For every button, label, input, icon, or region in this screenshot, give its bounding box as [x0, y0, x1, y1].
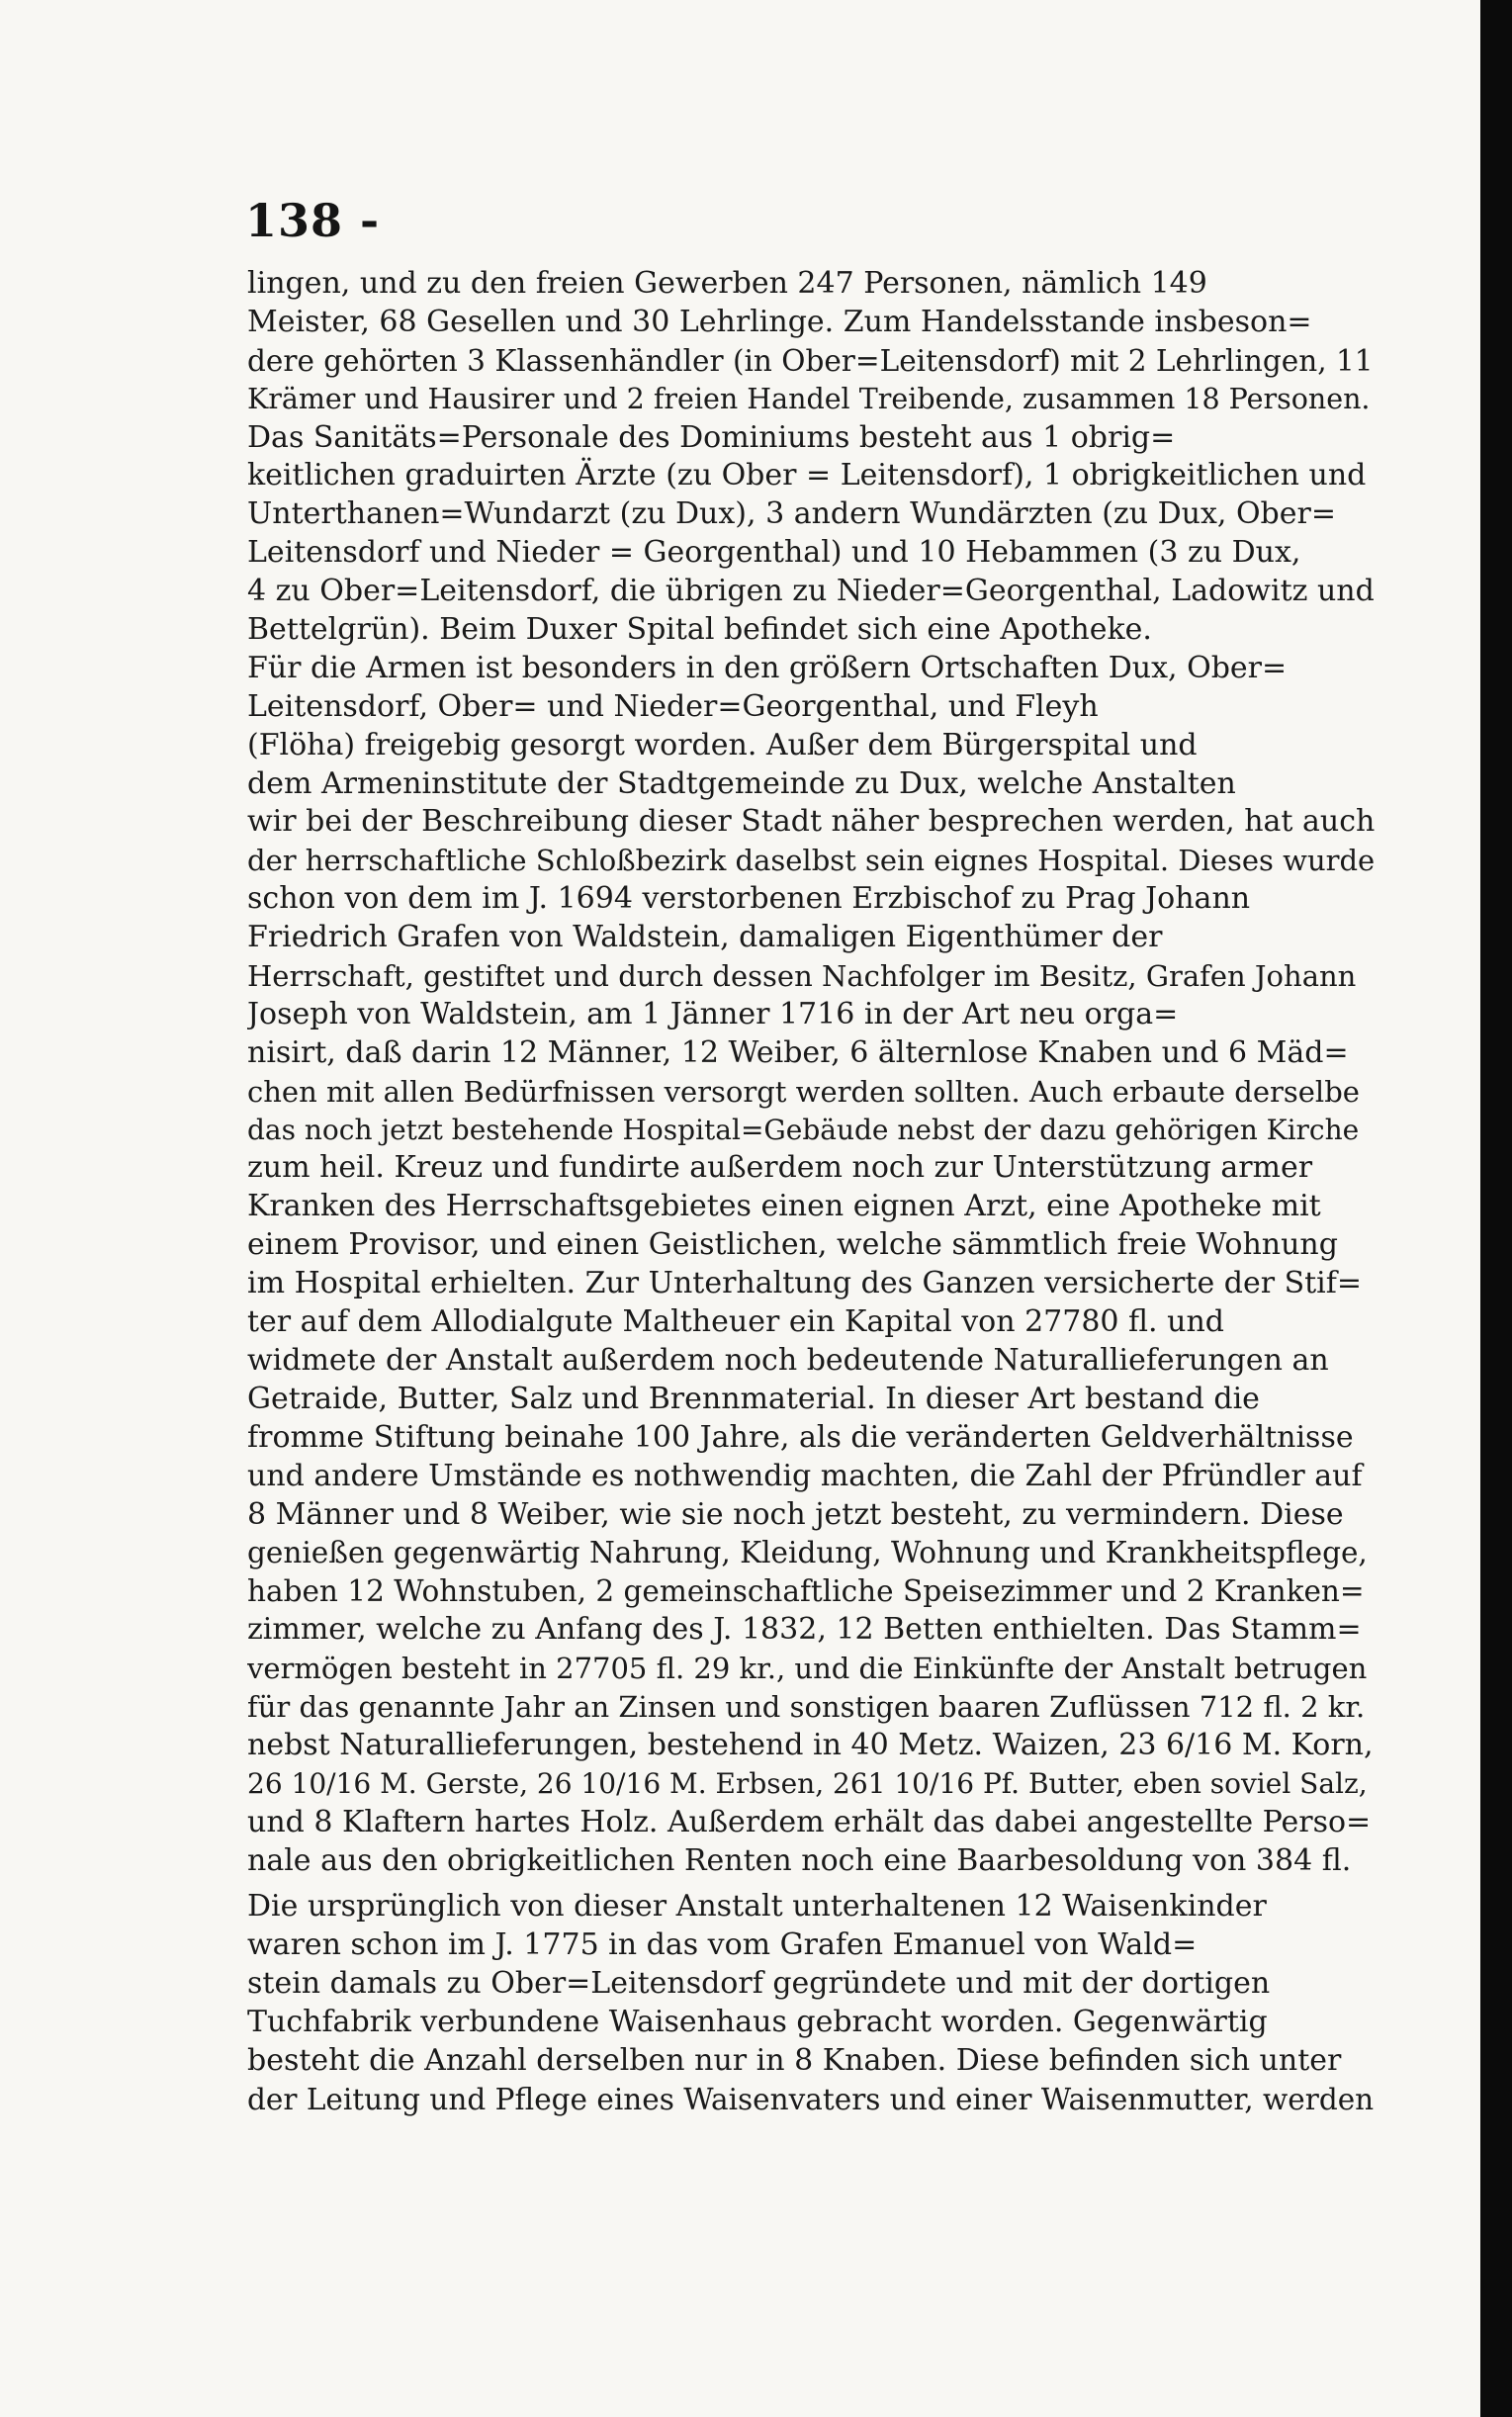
text-line: Unterthanen=Wundarzt (zu Dux), 3 andern Wundärzten (zu Dux, Ober= — [247, 496, 1336, 532]
text-line: Friedrich Grafen von Waldstein, damaligen Eigenthümer der — [247, 920, 1163, 955]
text-line: 4 zu Ober=Leitensdorf, die übrigen zu Nieder=Georgenthal, Ladowitz und — [247, 574, 1375, 609]
text-line: stein damals zu Ober=Leitensdorf gegründete und mit der dortigen — [247, 1966, 1271, 2002]
text-line: lingen, und zu den freien Gewerben 247 Personen, nämlich 149 — [247, 266, 1207, 301]
text-line: wir bei der Beschreibung dieser Stadt näher besprechen werden, hat auch — [247, 804, 1375, 840]
text-line: nisirt, daß darin 12 Männer, 12 Weiber, 6 älternlose Knaben und 6 Mäd= — [247, 1034, 1349, 1070]
text-line: zimmer, welche zu Anfang des J. 1832, 12 Betten enthielten. Das Stamm= — [247, 1612, 1362, 1648]
text-line: vermögen besteht in 27705 fl. 29 kr., und die Einkünfte der Anstalt betrugen — [247, 1652, 1368, 1686]
body-text — [247, 265, 1375, 2119]
text-line: besteht die Anzahl derselben nur in 8 Knaben. Diese befinden sich unter — [247, 2042, 1342, 2078]
text-line: nale aus den obrigkeitlichen Renten noch eine Baarbesoldung von 384 fl. — [247, 1842, 1352, 1878]
text-line: 26 10/16 M. Gerste, 26 10/16 M. Erbsen, 261 10/16 Pf. Butter, eben soviel Salz, — [247, 1766, 1368, 1800]
text-line: Krämer und Hausirer und 2 freien Handel Treibende, zusammen 18 Personen. — [247, 382, 1371, 415]
text-line: der herrschaftliche Schloßbezirk daselbst sein eignes Hospital. Dieses wurde — [247, 844, 1375, 878]
text-line: Für die Armen ist besonders in den größern Ortschaften Dux, Ober= — [247, 650, 1288, 685]
text-line: (Flöha) freigebig gesorgt worden. Außer dem Bürgerspital und — [247, 727, 1198, 762]
text-line: Joseph von Waldstein, am 1 Jänner 1716 in der Art neu orga= — [247, 996, 1179, 1031]
text-line: und andere Umstände es nothwendig machten, die Zahl der Pfründler auf — [247, 1458, 1363, 1493]
text-line: ter auf dem Allodialgute Maltheuer ein Kapital von 27780 fl. und — [247, 1304, 1224, 1340]
text-line: für das genannte Jahr an Zinsen und sonstigen baaren Zuflüssen 712 fl. 2 kr. — [247, 1689, 1366, 1724]
text-line: das noch jetzt bestehende Hospital=Gebäude nebst der dazu gehörigen Kirche — [247, 1113, 1360, 1146]
scan-edge — [1480, 0, 1512, 2417]
text-line: Kranken des Herrschaftsgebietes einen eignen Arzt, eine Apotheke mit — [247, 1189, 1321, 1224]
text-line: widmete der Anstalt außerdem noch bedeutende Naturallieferungen an — [247, 1342, 1329, 1378]
text-line: Das Sanitäts=Personale des Dominiums besteht aus 1 obrig= — [247, 419, 1176, 455]
page-number: 138 - — [245, 194, 381, 247]
text-line: Leitensdorf, Ober= und Nieder=Georgenthal, und Fleyh — [247, 688, 1099, 724]
text-line: Die ursprünglich von dieser Anstalt unterhaltenen 12 Waisenkinder — [247, 1889, 1267, 1925]
text-line: Tuchfabrik verbundene Waisenhaus gebracht worden. Gegenwärtig — [247, 2005, 1268, 2040]
text-line: zum heil. Kreuz und fundirte außerdem noch zur Unterstützung armer — [247, 1150, 1313, 1186]
text-line: dem Armeninstitute der Stadtgemeinde zu Dux, welche Anstalten — [247, 765, 1236, 801]
text-line: dere gehörten 3 Klassenhändler (in Ober=Leitensdorf) mit 2 Lehrlingen, 11 — [247, 343, 1374, 378]
text-line: Herrschaft, gestiftet und durch dessen Nachfolger im Besitz, Grafen Johann — [247, 959, 1357, 994]
text-line: fromme Stiftung beinahe 100 Jahre, als die veränderten Geldverhältnisse — [247, 1419, 1354, 1455]
text-line: und 8 Klaftern hartes Holz. Außerdem erhält das dabei angestellte Perso= — [247, 1804, 1372, 1839]
text-line: nebst Naturallieferungen, bestehend in 40 Metz. Waizen, 23 6/16 M. Korn, — [247, 1727, 1374, 1762]
text-line: der Leitung und Pflege eines Waisenvaters und einer Waisenmutter, werden — [247, 2082, 1375, 2116]
text-line: Getraide, Butter, Salz und Brennmaterial. In dieser Art bestand die — [247, 1381, 1260, 1416]
text-line: Leitensdorf und Nieder = Georgenthal) und 10 Hebammen (3 zu Dux, — [247, 535, 1301, 571]
text-line: keitlichen graduirten Ärzte (zu Ober = Leitensdorf), 1 obrigkeitlichen und — [247, 458, 1367, 493]
text-line: haben 12 Wohnstuben, 2 gemeinschaftliche Speisezimmer und 2 Kranken= — [247, 1574, 1365, 1609]
text-line: Bettelgrün). Beim Duxer Spital befindet sich eine Apotheke. — [247, 612, 1152, 648]
text-line: im Hospital erhielten. Zur Unterhaltung des Ganzen versicherte der Stif= — [247, 1266, 1363, 1301]
text-line: genießen gegenwärtig Nahrung, Kleidung, Wohnung und Krankheitspflege, — [247, 1536, 1368, 1570]
text-line: waren schon im J. 1775 in das vom Grafen Emanuel von Wald= — [247, 1927, 1198, 1963]
text-line: einem Provisor, und einen Geistlichen, welche sämmtlich freie Wohnung — [247, 1227, 1338, 1263]
text-line: chen mit allen Bedürfnissen versorgt werden sollten. Auch erbaute derselbe — [247, 1074, 1360, 1109]
text-line: Meister, 68 Gesellen und 30 Lehrlinge. Zum Handelsstande insbeson= — [247, 304, 1312, 339]
text-line: schon von dem im J. 1694 verstorbenen Erzbischof zu Prag Johann — [247, 881, 1251, 917]
text-line: 8 Männer und 8 Weiber, wie sie noch jetzt besteht, zu vermindern. Diese — [247, 1496, 1344, 1532]
